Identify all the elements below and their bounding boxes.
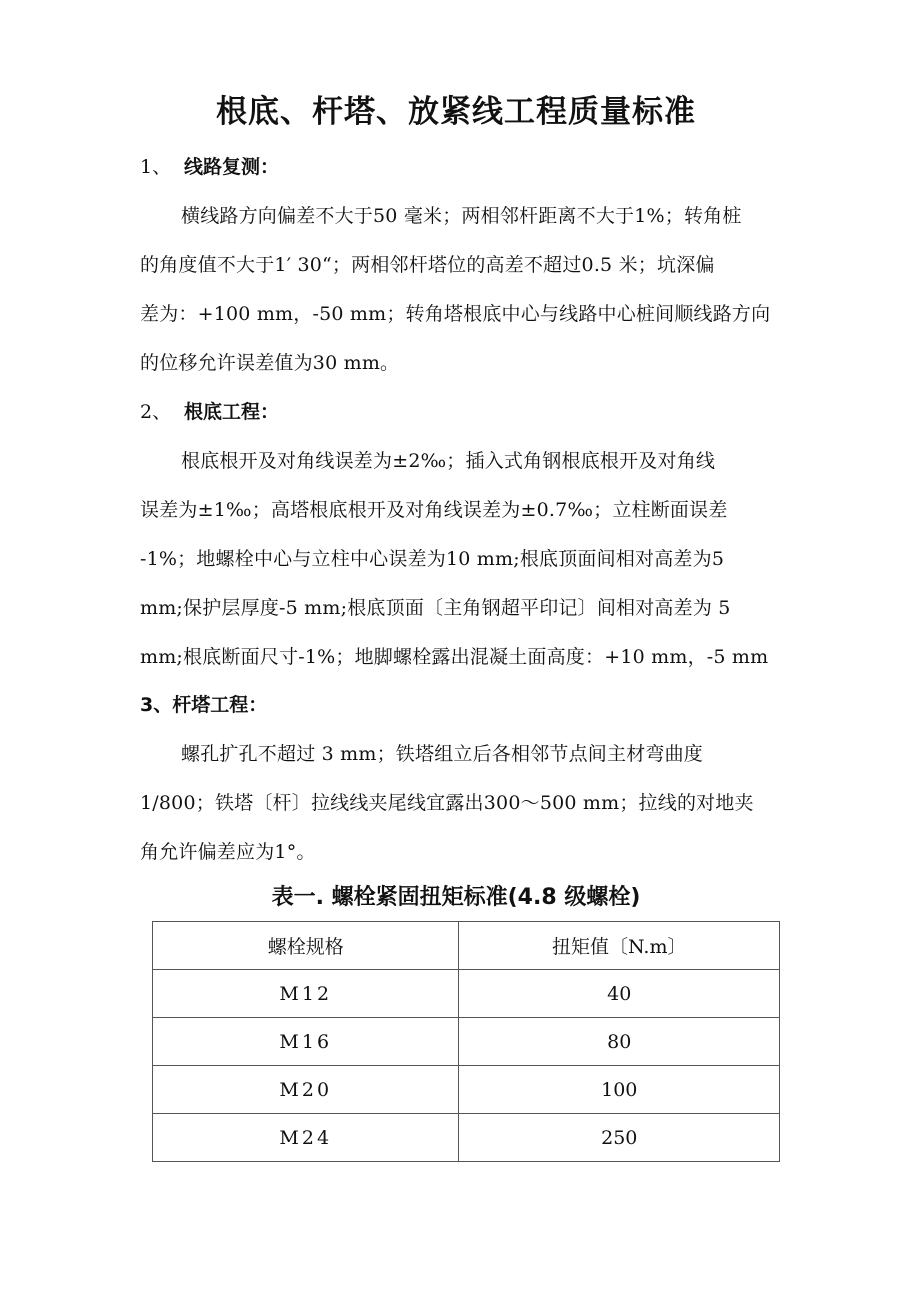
- section-heading-1: [140, 152, 279, 179]
- table-cell-torque: 80: [459, 1018, 780, 1066]
- table-row: [153, 1018, 780, 1066]
- section-heading-3: [140, 690, 267, 717]
- table-header-spec: 螺栓规格: [153, 922, 459, 970]
- section-title-1: 线路复测：: [184, 156, 280, 178]
- section-1-line-1: 横线路方向偏差不大于50 毫米；两相邻杆距离不大于1%；转角桩: [181, 205, 742, 227]
- table-header-torque: 扭矩值〔N.m〕: [459, 922, 780, 970]
- table-cell-torque: 100: [459, 1066, 780, 1114]
- section-1-line-4: 的位移允许误差值为30 mm。: [140, 352, 400, 374]
- table-cell-spec: M20: [153, 1066, 459, 1114]
- table-cell-spec: M24: [153, 1114, 459, 1162]
- table-row: [153, 970, 780, 1018]
- table-cell-torque: 250: [459, 1114, 780, 1162]
- table-cell-torque: 40: [459, 970, 780, 1018]
- section-title-2: 根底工程：: [184, 401, 280, 423]
- table-cell-spec: M16: [153, 1018, 459, 1066]
- table-row: [153, 1114, 780, 1162]
- section-3-line-2: 1/800；铁塔〔杆〕拉线线夹尾线宜露出300～500 mm；拉线的对地夹: [140, 792, 754, 814]
- section-2-line-5: mm;根底断面尺寸-1%；地脚螺栓露出混凝土面高度：+10 mm，-5 mm: [140, 646, 769, 668]
- bolt-torque-table: [152, 921, 780, 1162]
- section-heading-2: [140, 397, 279, 424]
- section-1-line-3: 差为：+100 mm，-50 mm；转角塔根底中心与线路中心桩间顺线路方向: [140, 303, 771, 325]
- section-2-line-2: 误差为±1‰；高塔根底根开及对角线误差为±0.7‰；立柱断面误差: [140, 499, 728, 521]
- document-title: 根底、杆塔、放紧线工程质量标准: [216, 94, 696, 130]
- table-cell-spec: M12: [153, 970, 459, 1018]
- table-header-row: [153, 922, 780, 970]
- section-1-line-2: 的角度值不大于1′ 30“；两相邻杆塔位的高差不超过0.5 米；坑深偏: [140, 254, 715, 276]
- table-row: [153, 1066, 780, 1114]
- section-2-line-3: -1%；地螺栓中心与立柱中心误差为10 mm;根底顶面间相对高差为5: [140, 548, 725, 570]
- section-number-2: 2、: [140, 401, 172, 423]
- section-number-3: 3、: [140, 694, 173, 716]
- section-title-3: 杆塔工程：: [172, 694, 268, 716]
- table-title: 表一. 螺栓紧固扭矩标准(4.8 级螺栓): [271, 885, 641, 910]
- section-3-line-1: 螺孔扩孔不超过 3 mm；铁塔组立后各相邻节点间主材弯曲度: [181, 743, 704, 765]
- section-number-1: 1、: [140, 156, 172, 178]
- section-2-line-4: mm;保护层厚度-5 mm;根底顶面〔主角钢超平印记〕间相对高差为 5: [140, 597, 731, 619]
- section-3-line-3: 角允许偏差应为1°。: [140, 841, 316, 863]
- section-2-line-1: 根底根开及对角线误差为±2‰；插入式角钢根底根开及对角线: [181, 450, 716, 472]
